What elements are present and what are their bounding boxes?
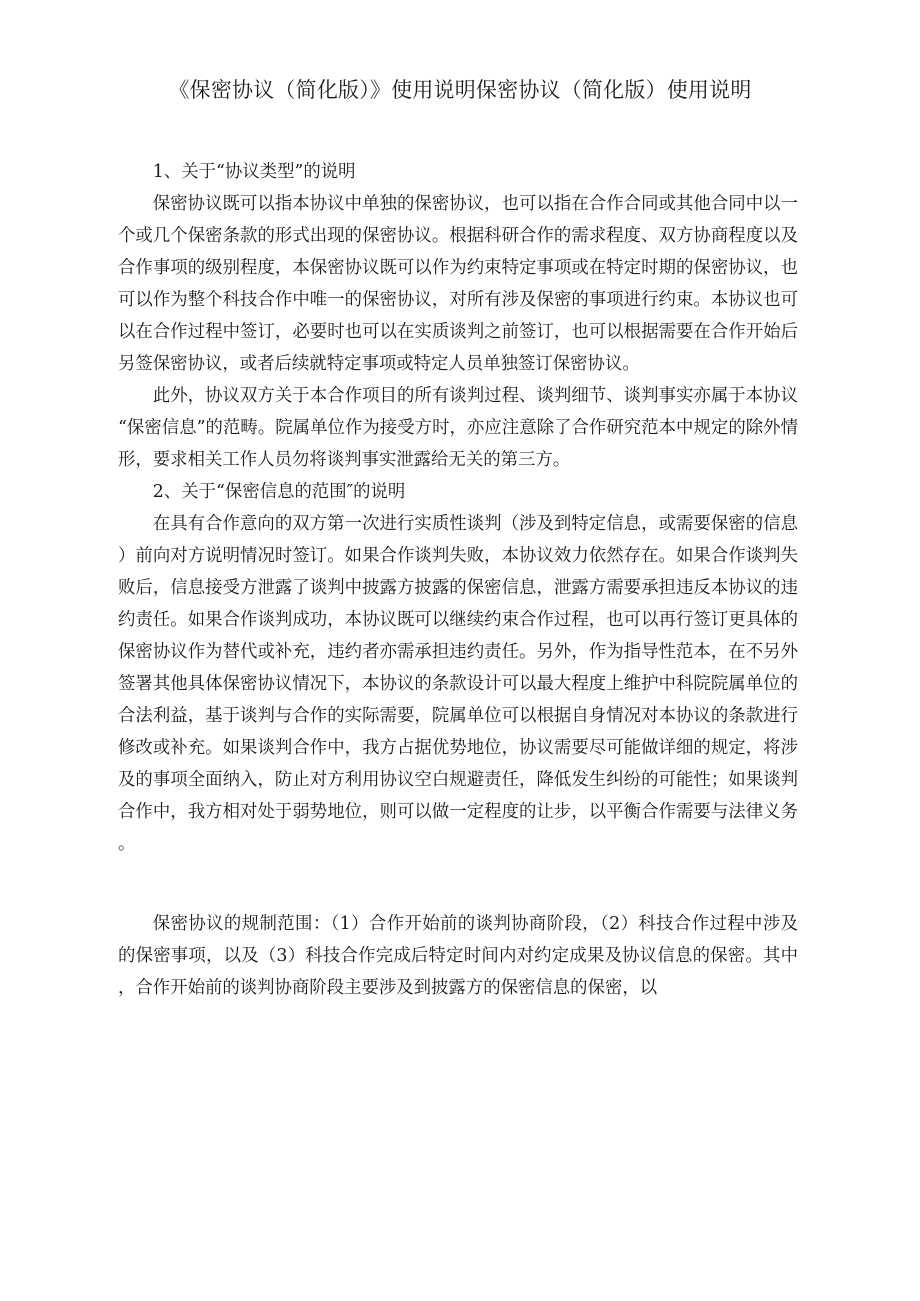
paragraph-negotiation-confidentiality: 此外，协议双方关于本合作项目的所有谈判过程、谈判细节、谈判事实亦属于本协议“保密信息”的范畴。院属单位作为接受方时，亦应注意除了合作研究范本中规定的除外情形，要求相关工作人员勿将谈判事实泄露给无关的第三方。 — [118, 386, 798, 470]
paragraph-information-scope: 在具有合作意向的双方第一次进行实质性谈判（涉及到特定信息，或需要保密的信息）前向对方说明情况时签订。如果合作谈判失败，本协议效力依然存在。如果合作谈判失败后，信息接受方泄露了谈判中披露方披露的保密信息，泄露方需要承担违反本协议的违约责任。如果合作谈判成功，本协议既可以继续约束合作过程，也可以再行签订更具体的保密协议作为替代或补充，违约者亦需承担违约责任。另外，作为指导性范本，在不另外签署其他具体保密协议情况下，本协议的条款设计可以最大程度上维护中科院院属单位的合法利益，基于谈判与合作的实际需要，院属单位可以根据自身情况对本协议的条款进行修改或补充。如果谈判合作中，我方占据优势地位，协议需要尽可能做详细的规定，将涉及的事项全面纳入，防止对方利用协议空白规避责任，降低发生纠纷的可能性；如果谈判合作中，我方相对处于弱势地位，则可以做一定程度的让步，以平衡合作需要与法律义务。 — [118, 514, 798, 854]
paragraph-regulation-scope: 保密协议的规制范围：（1）合作开始前的谈判协商阶段，（2）科技合作过程中涉及的保密事项，以及（3）科技合作完成后特定时间内对约定成果及协议信息的保密。其中，合作开始前的谈判协商阶段主要涉及到披露方的保密信息的保密，以 — [118, 914, 798, 998]
document-body — [118, 156, 798, 1004]
section-heading-agreement-type: 1、关于“协议类型”的说明 — [152, 162, 356, 182]
section-heading-information-scope: 2、关于“保密信息的范围″的说明 — [152, 482, 406, 502]
paragraph-agreement-type: 保密协议既可以指本协议中单独的保密协议，也可以指在合作合同或其他合同中以一个或几个保密条款的形式出现的保密协议。根据科研合作的需求程度、双方协商程度以及合作事项的级别程度，本保密协议既可以作为约束特定事项或在特定时期的保密协议，也可以作为整个科技合作中唯一的保密协议，对所有涉及保密的事项进行约束。本协议也可以在合作过程中签订，必要时也可以在实质谈判之前签订，也可以根据需要在合作开始后另签保密协议，或者后续就特定事项或特定人员单独签订保密协议。 — [118, 194, 798, 374]
document-title: 《保密协议（简化版）》使用说明保密协议（简化版）使用说明 — [168, 78, 752, 102]
